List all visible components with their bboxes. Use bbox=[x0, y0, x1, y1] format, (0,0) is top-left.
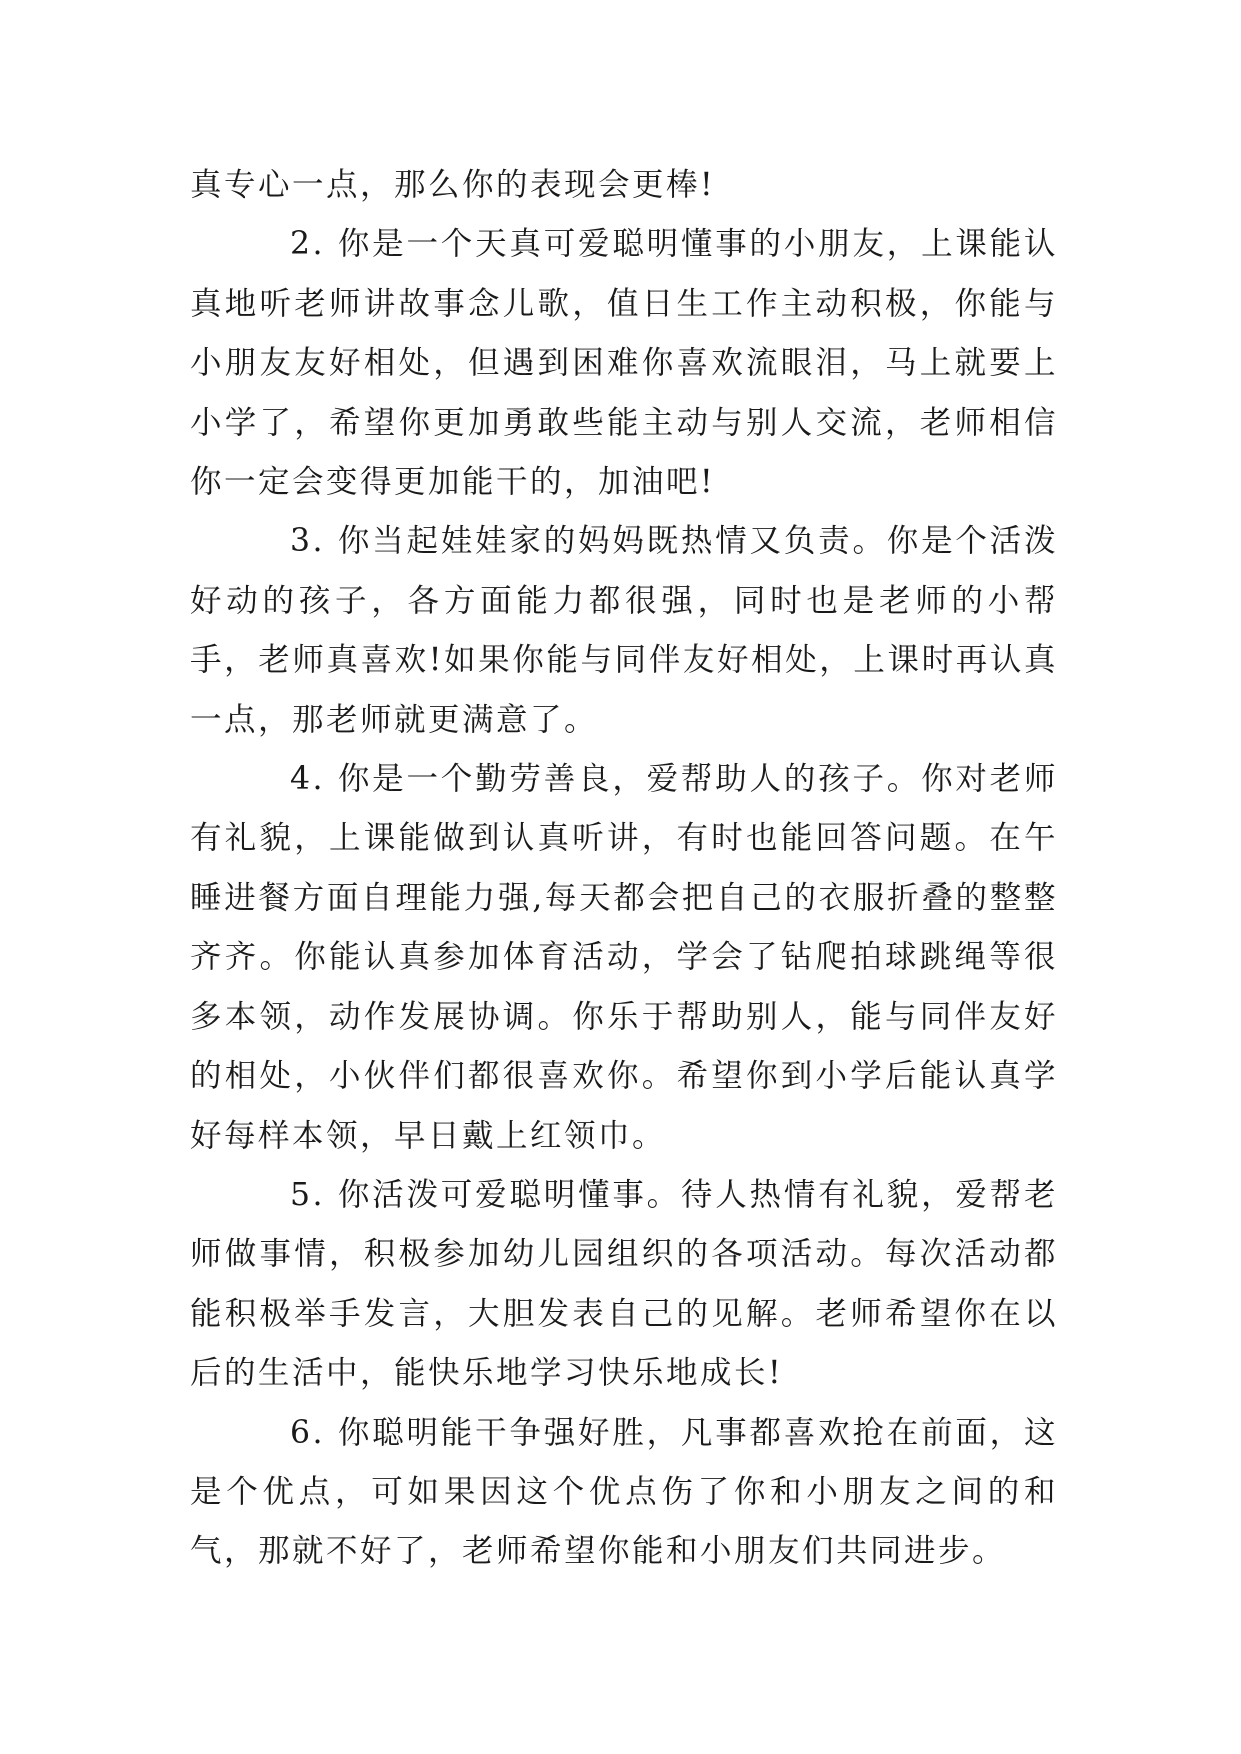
document-page bbox=[190, 156, 1058, 1582]
paragraph-item-5: 5. 你活泼可爱聪明懂事。待人热情有礼貌，爱帮老师做事情，积极参加幼儿园组织的各项活动。每次活动都能积极举手发言，大胆发表自己的见解。老师希望你在以后的生活中，能快乐地学习快乐地成长! bbox=[190, 1176, 1058, 1392]
paragraph-item-6: 6. 你聪明能干争强好胜，凡事都喜欢抢在前面，这是个优点，可如果因这个优点伤了你和小朋友之间的和气，那就不好了，老师希望你能和小朋友们共同进步。 bbox=[190, 1414, 1058, 1570]
paragraph-item-4: 4. 你是一个勤劳善良，爱帮助人的孩子。你对老师有礼貌，上课能做到认真听讲，有时也能回答问题。在午睡进餐方面自理能力强,每天都会把自己的衣服折叠的整整齐齐。你能认真参加体育活动，学会了钻爬拍球跳绳等很多本领，动作发展协调。你乐于帮助别人，能与同伴友好的相处，小伙伴们都很喜欢你。希望你到小学后能认真学好每样本领，早日戴上红领巾。 bbox=[190, 761, 1058, 1154]
paragraph-continuation: 真专心一点，那么你的表现会更棒! bbox=[190, 167, 716, 203]
paragraph-item-3: 3. 你当起娃娃家的妈妈既热情又负责。你是个活泼好动的孩子，各方面能力都很强，同时也是老师的小帮手，老师真喜欢!如果你能与同伴友好相处，上课时再认真一点，那老师就更满意了。 bbox=[190, 523, 1058, 738]
paragraph-item-2: 2. 你是一个天真可爱聪明懂事的小朋友，上课能认真地听老师讲故事念儿歌，值日生工作主动积极，你能与小朋友友好相处，但遇到困难你喜欢流眼泪，马上就要上小学了，希望你更加勇敢些能主动与别人交流，老师相信你一定会变得更加能干的，加油吧! bbox=[190, 226, 1058, 501]
